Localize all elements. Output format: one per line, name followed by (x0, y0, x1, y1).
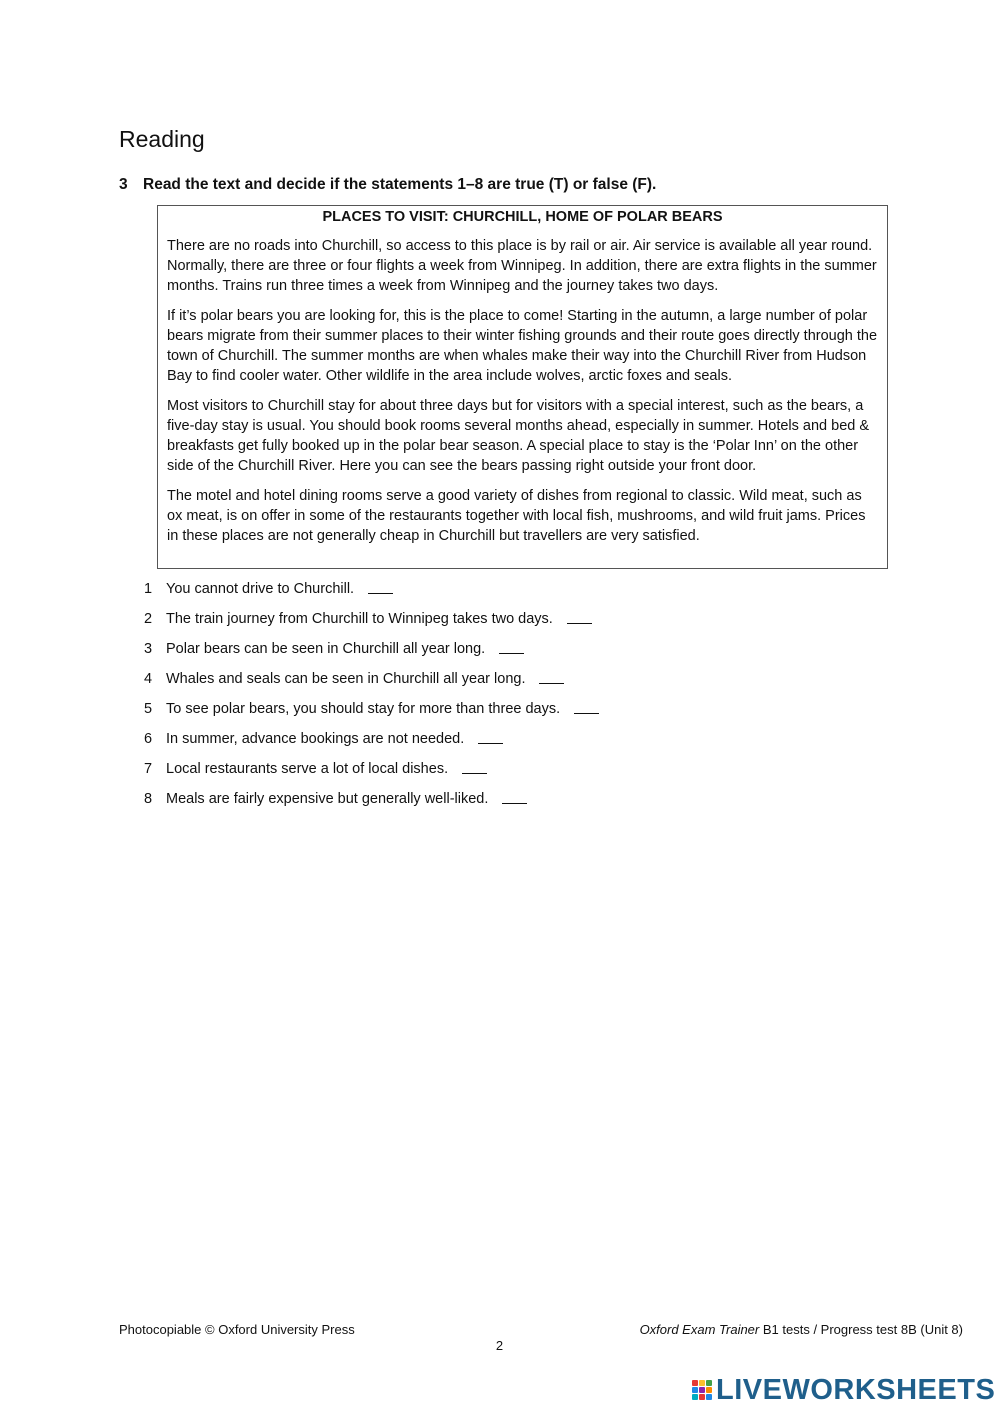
question-item (144, 608, 599, 638)
section-title: Reading (119, 126, 205, 152)
instruction-number: 3 (119, 176, 128, 193)
question-number: 5 (144, 701, 153, 717)
question-number: 4 (144, 671, 153, 687)
question-item (144, 758, 599, 788)
footer-source (640, 1322, 963, 1337)
question-number: 8 (144, 791, 153, 807)
footer-test-info: B1 tests / Progress test 8B (Unit 8) (759, 1322, 963, 1337)
page-number: 2 (495, 1338, 504, 1353)
answer-blank[interactable] (368, 578, 393, 594)
question-number: 3 (144, 641, 153, 657)
question-text: Meals are fairly expensive but generally well-liked. (166, 791, 489, 807)
question-text: The train journey from Churchill to Winnipeg takes two days. (166, 611, 553, 627)
question-text: To see polar bears, you should stay for more than three days. (166, 701, 561, 717)
answer-blank[interactable] (567, 608, 592, 624)
question-item (144, 728, 599, 758)
question-text: Local restaurants serve a lot of local dishes. (166, 761, 449, 777)
question-text: Polar bears can be seen in Churchill all year long. (166, 641, 486, 657)
question-item (144, 668, 599, 698)
question-number: 2 (144, 611, 153, 627)
article-paragraph-1: There are no roads into Churchill, so access to this place is by rail or air. Air service is available all year round. Normally, there are three or four flights a week from Winnipeg. In addition, there are extra flights in the summer months. Trains run three times a week from Winnipeg and the journey takes two days. (167, 238, 877, 294)
instruction-text: Read the text and decide if the statements 1–8 are true (T) or false (F). (143, 176, 657, 193)
answer-blank[interactable] (499, 638, 524, 654)
answer-blank[interactable] (462, 758, 487, 774)
question-item (144, 698, 599, 728)
answer-blank[interactable] (574, 698, 599, 714)
question-text: Whales and seals can be seen in Churchill all year long. (166, 671, 526, 687)
answer-blank[interactable] (478, 728, 503, 744)
footer-copyright: Photocopiable © Oxford University Press (119, 1322, 355, 1337)
article-paragraph-4: The motel and hotel dining rooms serve a good variety of dishes from regional to classic. Wild meat, such as ox meat, is on offer in some of the restaurants together with local fish, mushrooms, and wild fruit jams. Prices in these places are not generally cheap in Churchill but travellers are very satisfied. (167, 488, 866, 544)
question-text: In summer, advance bookings are not needed. (166, 731, 465, 747)
question-text: You cannot drive to Churchill. (166, 581, 355, 597)
question-number: 7 (144, 761, 153, 777)
question-number: 6 (144, 731, 153, 747)
article-paragraph-2: If it’s polar bears you are looking for, this is the place to come! Starting in the autumn, a large number of polar bears migrate from their summer places to their winter fishing grounds and their route goes directly through the town of Churchill. The summer months are when whales make their way into the Churchill River from Hudson Bay to find cooler water. Other wildlife in the area include wolves, arctic foxes and seals. (167, 308, 878, 384)
question-item (144, 578, 599, 608)
question-item (144, 788, 599, 818)
instruction (119, 176, 656, 194)
liveworksheets-logo[interactable] (692, 1374, 995, 1406)
question-list (144, 578, 599, 818)
answer-blank[interactable] (502, 788, 527, 804)
article-box (157, 205, 888, 569)
answer-blank[interactable] (539, 668, 564, 684)
logo-text: LIVEWORKSHEETS (716, 1373, 996, 1406)
footer-book-title: Oxford Exam Trainer (639, 1322, 760, 1337)
article-paragraph-3: Most visitors to Churchill stay for about three days but for visitors with a special interest, such as the bears, a five-day stay is usual. You should book rooms several months ahead, especially in summer. Hotels and bed & breakfasts get fully booked up in the polar bear season. A special place to stay is the ‘Polar Inn’ on the other side of the Churchill River. Here you can see the bears passing right outside your front door. (167, 398, 870, 474)
article-title: PLACES TO VISIT: CHURCHILL, HOME OF POLAR BEARS (322, 209, 723, 225)
liveworksheets-logo-icon (692, 1377, 714, 1403)
question-item (144, 638, 599, 668)
question-number: 1 (144, 581, 153, 597)
